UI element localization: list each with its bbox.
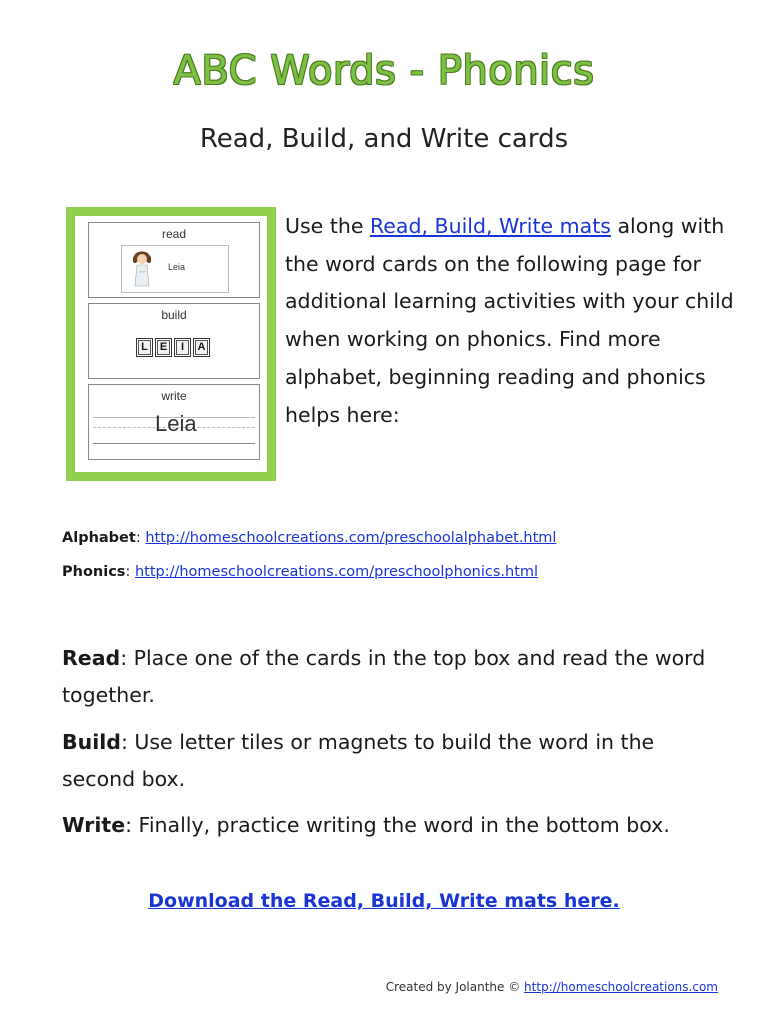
mat-build-box xyxy=(88,303,260,379)
intro-body: along with the word cards on the following page for additional learning activities with your child when working on phonics. Find more alphabet, beginning reading and phonics helps here: xyxy=(285,214,734,427)
alphabet-label: Alphabet xyxy=(62,530,136,546)
intro-lead: Use the xyxy=(285,214,370,238)
footer-site-link[interactable]: http://homeschoolcreations.com xyxy=(524,980,718,994)
alphabet-link-line: Alphabet: http://homeschoolcreations.com/preschoolalphabet.html xyxy=(62,530,557,546)
footer-credit xyxy=(386,980,718,994)
written-word: Leia xyxy=(155,411,197,436)
letter-tile: L xyxy=(136,338,153,357)
read-build-write-mat-image xyxy=(66,207,276,481)
footer-credit-text: Created by Jolanthe © xyxy=(385,980,525,994)
mat-inner xyxy=(75,216,267,472)
mat-build-label: build xyxy=(161,308,187,322)
build-instruction-label: Build xyxy=(62,730,121,754)
mat-read-box xyxy=(88,222,260,298)
letter-tile: I xyxy=(174,338,191,357)
write-instruction-label: Write xyxy=(62,813,126,837)
letter-tile: A xyxy=(193,338,210,357)
mat-read-label: read xyxy=(161,227,187,241)
page-subtitle: Read, Build, and Write cards xyxy=(199,124,569,154)
read-instruction xyxy=(62,640,722,714)
build-instruction xyxy=(62,724,722,798)
read-build-write-mats-link[interactable]: Read, Build, Write mats xyxy=(369,214,611,238)
download-mats-link[interactable]: Download the Read, Build, Write mats here. xyxy=(148,890,620,912)
write-instruction-text: : Finally, practice writing the word in the bottom box. xyxy=(125,813,670,837)
build-instruction-text: : Use letter tiles or magnets to build the word in the second box. xyxy=(62,730,655,791)
leia-figure-icon xyxy=(132,250,152,288)
mat-write-box xyxy=(88,384,260,460)
word-card-name: Leia xyxy=(168,262,186,272)
letter-tile: E xyxy=(155,338,172,357)
phonics-link[interactable]: http://homeschoolcreations.com/preschoolphonics.html xyxy=(134,564,539,580)
phonics-label: Phonics xyxy=(62,564,126,580)
intro-paragraph xyxy=(285,208,735,434)
mat-write-label: write xyxy=(161,389,187,403)
phonics-link-line: Phonics: http://homeschoolcreations.com/preschoolphonics.html xyxy=(62,564,539,580)
download-line xyxy=(0,890,768,912)
write-instruction xyxy=(62,807,722,844)
page-title: ABC Words - Phonics xyxy=(173,48,595,94)
letter-tiles xyxy=(136,338,210,357)
read-instruction-text: : Place one of the cards in the top box and read the word together. xyxy=(62,646,706,707)
word-card xyxy=(121,245,229,293)
alphabet-link[interactable]: http://homeschoolcreations.com/preschoolalphabet.html xyxy=(145,530,557,546)
read-instruction-label: Read xyxy=(62,646,121,670)
